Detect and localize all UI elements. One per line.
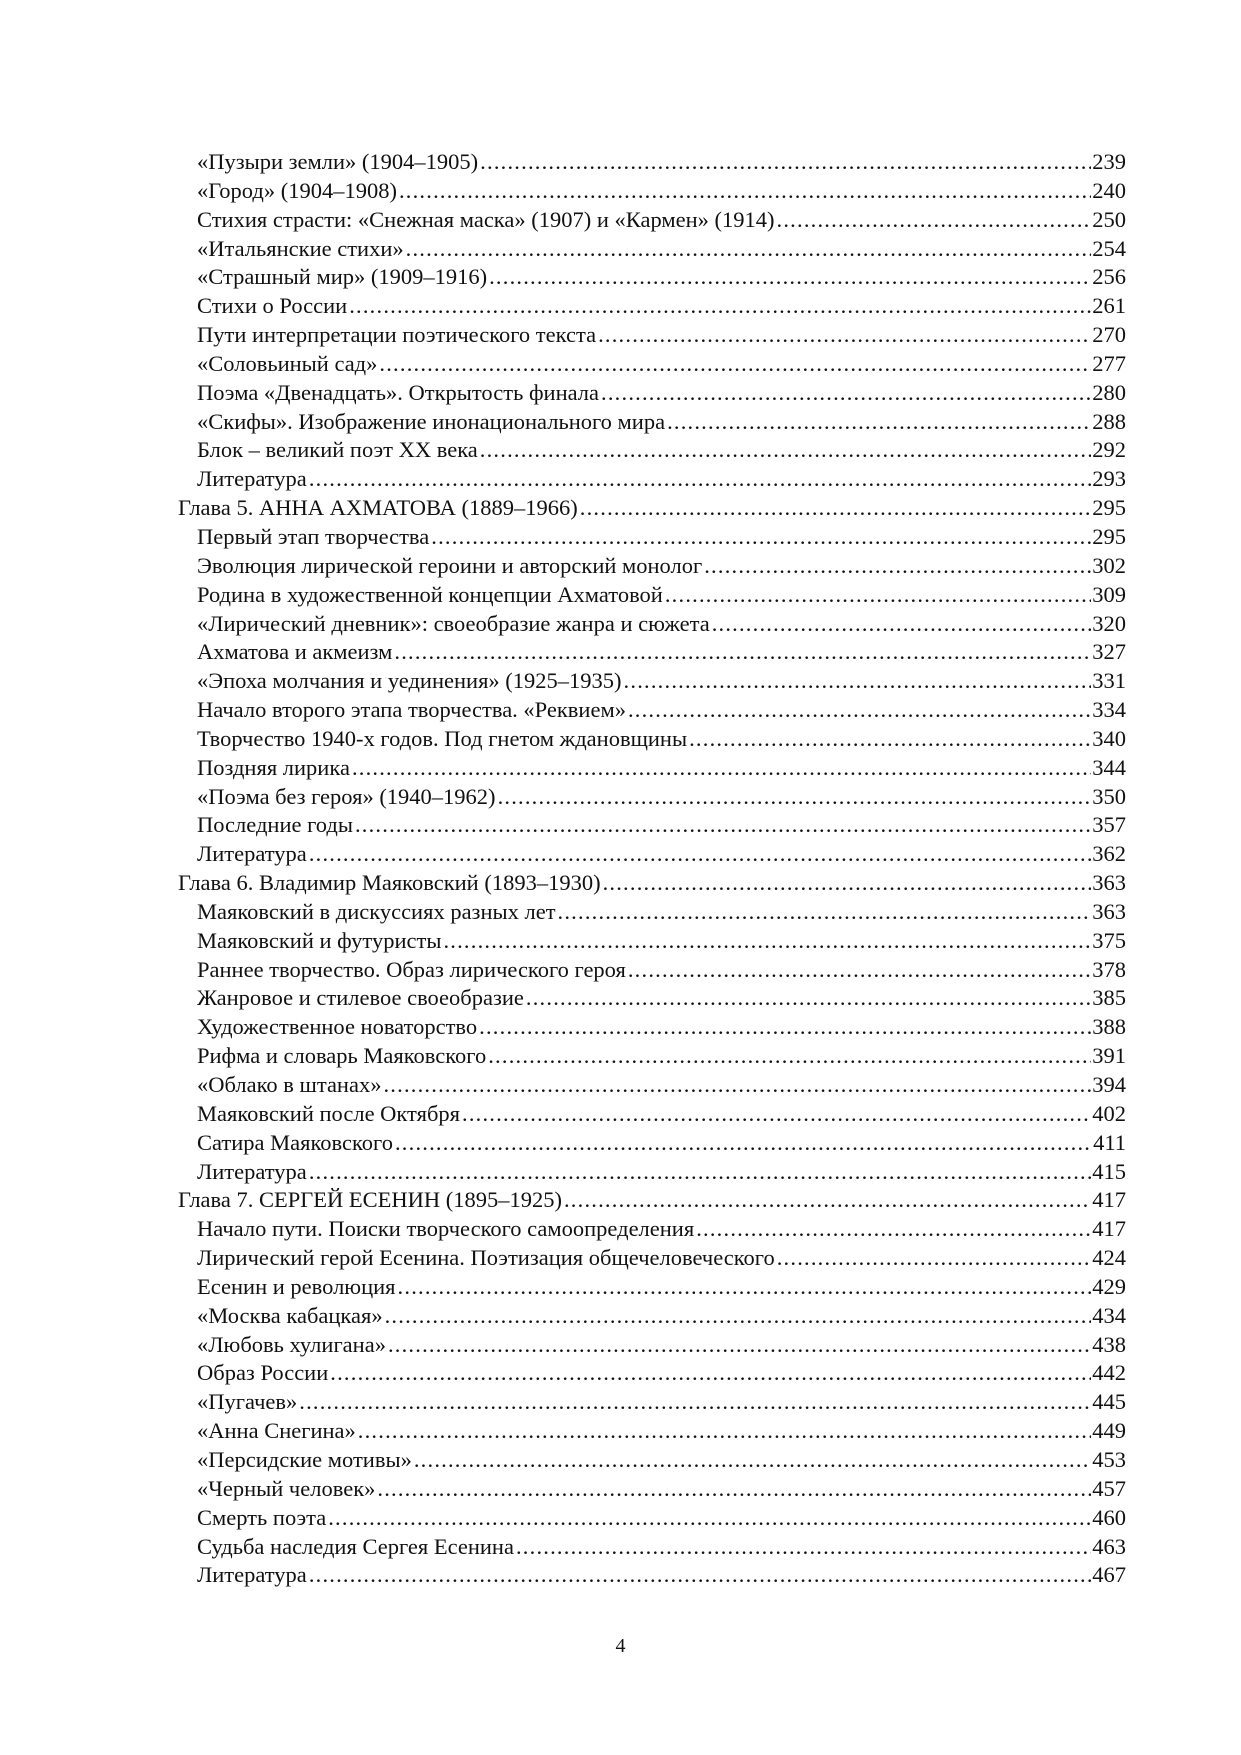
- toc-entry-title: Блок – великий поэт XX века: [197, 437, 478, 463]
- toc-dot-leader: [704, 552, 1091, 581]
- toc-section-row: [178, 1331, 1126, 1360]
- toc-entry-title: Рифма и словарь Маяковского: [197, 1043, 487, 1069]
- toc-dot-leader: [406, 235, 1092, 264]
- toc-dot-leader: [309, 1561, 1091, 1590]
- toc-section-row: [178, 956, 1126, 985]
- toc-section-row: [178, 725, 1126, 754]
- toc-section-row: [178, 1273, 1126, 1302]
- toc-entry-page: 309: [1092, 581, 1126, 607]
- toc-entry-page: 467: [1092, 1562, 1126, 1588]
- toc-entry-title: Стихи о России: [197, 293, 348, 319]
- toc-entry-page: 261: [1092, 293, 1126, 319]
- toc-entry-page: 344: [1092, 754, 1126, 780]
- toc-section-row: [178, 350, 1126, 379]
- toc-entry-title: «Облако в штанах»: [197, 1072, 382, 1097]
- toc-section-row: [178, 1561, 1126, 1590]
- toc-section-row: [178, 206, 1126, 235]
- toc-entry-page: 449: [1092, 1418, 1126, 1444]
- toc-section-row: [178, 148, 1126, 177]
- toc-entry-title: «Черный человек»: [197, 1475, 376, 1501]
- toc-entry-page: 411: [1093, 1129, 1126, 1155]
- toc-entry-page: 363: [1092, 898, 1126, 924]
- toc-dot-leader: [352, 754, 1091, 783]
- toc-entry-title: Литература: [197, 1158, 307, 1184]
- toc-section-row: [178, 321, 1126, 350]
- toc-section-row: [178, 1359, 1126, 1388]
- toc-section-row: [178, 1129, 1126, 1158]
- toc-dot-leader: [480, 148, 1091, 177]
- toc-dot-leader: [665, 581, 1091, 610]
- toc-section-row: [178, 235, 1126, 264]
- toc-entry-title: Последние годы: [197, 812, 353, 838]
- toc-chapter-row: [178, 1186, 1126, 1215]
- toc-entry-page: 295: [1092, 523, 1126, 549]
- toc-entry-page: 350: [1092, 783, 1126, 809]
- toc-entry-page: 340: [1092, 725, 1126, 751]
- toc-entry-title: Родина в художественной концепции Ахматовой: [197, 581, 663, 607]
- toc-dot-leader: [330, 1359, 1091, 1388]
- toc-entry-page: 429: [1092, 1273, 1126, 1299]
- page-number: 4: [615, 1635, 626, 1657]
- toc-entry-page: 270: [1092, 322, 1126, 348]
- toc-section-row: [178, 292, 1126, 321]
- toc-dot-leader: [395, 1129, 1092, 1158]
- toc-section-row: [178, 379, 1126, 408]
- toc-entry-title: Пути интерпретации поэтического текста: [197, 322, 597, 348]
- toc-entry-page: 391: [1092, 1043, 1126, 1069]
- toc-entry-page: 362: [1092, 841, 1126, 867]
- toc-entry-page: 442: [1092, 1360, 1126, 1386]
- toc-entry-page: 280: [1092, 379, 1126, 405]
- toc-section-row: [178, 1475, 1126, 1504]
- toc-entry-page: 394: [1092, 1072, 1126, 1097]
- toc-section-row: [178, 552, 1126, 581]
- toc-entry-title: «Пугачев»: [197, 1389, 298, 1415]
- toc-entry-page: 463: [1092, 1533, 1126, 1559]
- toc-section-row: [178, 1013, 1126, 1042]
- toc-dot-leader: [516, 1533, 1091, 1562]
- toc-dot-leader: [299, 1388, 1091, 1417]
- toc-entry-title: «Пузыри земли» (1904–1905): [197, 149, 479, 174]
- toc-dot-leader: [777, 206, 1092, 235]
- toc-entry-title: Глава 6. Владимир Маяковский (1893–1930): [178, 870, 601, 896]
- toc-entry-title: «Анна Снегина»: [197, 1418, 356, 1444]
- toc-entry-page: 331: [1092, 668, 1126, 694]
- toc-section-row: [178, 1158, 1126, 1187]
- toc-dot-leader: [377, 1475, 1091, 1504]
- toc-dot-leader: [480, 436, 1091, 465]
- toc-dot-leader: [580, 494, 1091, 523]
- toc-entry-title: Творчество 1940-х годов. Под гнетом ждановщины: [197, 725, 688, 751]
- toc-dot-leader: [309, 465, 1091, 494]
- toc-section-row: [178, 177, 1126, 206]
- toc-section-row: [178, 1302, 1126, 1331]
- toc-section-row: [178, 523, 1126, 552]
- toc-entry-title: «Поэма без героя» (1940–1962): [197, 783, 496, 809]
- toc-section-row: [178, 1533, 1126, 1562]
- table-of-contents: [178, 148, 1126, 1590]
- toc-entry-title: «Москва кабацкая»: [197, 1302, 383, 1328]
- toc-entry-page: 254: [1092, 235, 1126, 261]
- toc-dot-leader: [462, 1100, 1091, 1129]
- toc-section-row: [178, 408, 1126, 437]
- toc-dot-leader: [358, 1417, 1091, 1446]
- toc-section-row: [178, 465, 1126, 494]
- toc-section-row: [178, 840, 1126, 869]
- toc-section-row: [178, 1504, 1126, 1533]
- toc-dot-leader: [603, 869, 1092, 898]
- toc-dot-leader: [488, 1042, 1091, 1071]
- toc-dot-leader: [498, 783, 1092, 812]
- toc-entry-title: Поздняя лирика: [197, 754, 350, 780]
- toc-dot-leader: [667, 408, 1091, 437]
- toc-section-row: [178, 436, 1126, 465]
- toc-entry-title: «Страшный мир» (1909–1916): [197, 264, 488, 290]
- toc-entry-title: «Любовь хулигана»: [197, 1331, 386, 1357]
- toc-entry-page: 288: [1092, 408, 1126, 434]
- toc-section-row: [178, 667, 1126, 696]
- toc-entry-page: 334: [1092, 697, 1126, 723]
- toc-entry-title: Лирический герой Есенина. Поэтизация общечеловеческого: [197, 1245, 775, 1271]
- toc-dot-leader: [777, 1244, 1092, 1273]
- toc-entry-title: Литература: [197, 841, 307, 867]
- toc-dot-leader: [443, 927, 1091, 956]
- toc-section-row: [178, 263, 1126, 292]
- toc-dot-leader: [712, 610, 1092, 639]
- toc-dot-leader: [328, 1504, 1091, 1533]
- toc-entry-title: Литература: [197, 466, 307, 492]
- toc-entry-page: 292: [1092, 437, 1126, 463]
- toc-section-row: [178, 1244, 1126, 1273]
- toc-dot-leader: [696, 1215, 1091, 1244]
- toc-entry-page: 240: [1092, 177, 1126, 203]
- toc-entry-title: Судьба наследия Сергея Есенина: [197, 1533, 514, 1559]
- toc-entry-title: Маяковский в дискуссиях разных лет: [197, 898, 556, 924]
- toc-entry-title: Раннее творчество. Образ лирического героя: [197, 956, 626, 982]
- toc-dot-leader: [489, 263, 1091, 292]
- toc-section-row: [178, 1100, 1126, 1129]
- toc-dot-leader: [479, 1013, 1091, 1042]
- toc-entry-title: «Лирический дневник»: своеобразие жанра и сюжета: [197, 610, 710, 636]
- toc-entry-page: 357: [1092, 812, 1126, 838]
- toc-section-row: [178, 783, 1126, 812]
- toc-section-row: [178, 811, 1126, 840]
- toc-entry-page: 445: [1092, 1389, 1126, 1415]
- toc-dot-leader: [399, 177, 1091, 206]
- toc-entry-title: «Персидские мотивы»: [197, 1446, 412, 1472]
- toc-dot-leader: [601, 379, 1091, 408]
- toc-entry-page: 378: [1092, 956, 1126, 982]
- toc-section-row: [178, 1071, 1126, 1100]
- toc-dot-leader: [558, 898, 1092, 927]
- toc-section-row: [178, 1215, 1126, 1244]
- toc-section-row: [178, 927, 1126, 956]
- toc-entry-title: Жанровое и стилевое своеобразие: [197, 985, 524, 1011]
- toc-entry-title: Маяковский и футуристы: [197, 927, 442, 953]
- toc-entry-page: 293: [1092, 466, 1126, 492]
- toc-entry-page: 402: [1092, 1100, 1126, 1126]
- toc-entry-title: Глава 5. АННА АХМАТОВА (1889–1966): [178, 495, 578, 521]
- toc-section-row: [178, 984, 1126, 1013]
- toc-entry-title: Поэма «Двенадцать». Открытость финала: [197, 379, 600, 405]
- toc-section-row: [178, 1446, 1126, 1475]
- toc-dot-leader: [383, 1071, 1091, 1100]
- toc-dot-leader: [355, 811, 1091, 840]
- toc-dot-leader: [398, 1273, 1092, 1302]
- toc-dot-leader: [394, 638, 1091, 667]
- toc-entry-title: Начало пути. Поиски творческого самоопределения: [197, 1216, 695, 1242]
- toc-dot-leader: [309, 1158, 1091, 1187]
- toc-dot-leader: [414, 1446, 1091, 1475]
- toc-entry-title: Стихия страсти: «Снежная маска» (1907) и «Кармен» (1914): [197, 206, 775, 232]
- toc-dot-leader: [564, 1186, 1091, 1215]
- toc-entry-page: 327: [1092, 639, 1126, 665]
- toc-entry-page: 256: [1092, 264, 1126, 290]
- toc-entry-page: 417: [1092, 1187, 1126, 1213]
- toc-entry-page: 302: [1092, 552, 1126, 578]
- toc-entry-page: 277: [1092, 350, 1126, 376]
- toc-entry-title: «Итальянские стихи»: [197, 235, 404, 261]
- toc-entry-page: 417: [1092, 1216, 1126, 1242]
- toc-chapter-row: [178, 869, 1126, 898]
- toc-section-row: [178, 638, 1126, 667]
- toc-entry-title: Сатира Маяковского: [197, 1129, 393, 1155]
- toc-entry-title: «Скифы». Изображение инонационального мира: [197, 408, 666, 434]
- toc-entry-page: 295: [1092, 495, 1126, 521]
- toc-entry-page: 375: [1092, 927, 1126, 953]
- toc-entry-title: Есенин и революция: [197, 1273, 396, 1299]
- toc-entry-title: Ахматова и акмеизм: [197, 639, 393, 665]
- toc-entry-title: Первый этап творчества: [197, 523, 430, 549]
- toc-dot-leader: [385, 1302, 1092, 1331]
- toc-entry-page: 434: [1092, 1302, 1126, 1328]
- toc-section-row: [178, 1388, 1126, 1417]
- toc-dot-leader: [309, 840, 1091, 869]
- toc-entry-page: 385: [1092, 985, 1126, 1011]
- toc-section-row: [178, 581, 1126, 610]
- toc-dot-leader: [628, 956, 1091, 985]
- toc-entry-page: 363: [1092, 870, 1126, 896]
- toc-entry-page: 424: [1092, 1245, 1126, 1271]
- toc-section-row: [178, 754, 1126, 783]
- toc-entry-title: Литература: [197, 1562, 307, 1588]
- toc-entry-title: «Город» (1904–1908): [197, 177, 397, 203]
- toc-dot-leader: [379, 350, 1091, 379]
- toc-dot-leader: [349, 292, 1091, 321]
- toc-section-row: [178, 696, 1126, 725]
- toc-chapter-row: [178, 494, 1126, 523]
- toc-entry-title: Глава 7. СЕРГЕЙ ЕСЕНИН (1895–1925): [178, 1187, 562, 1213]
- toc-entry-title: Начало второго этапа творчества. «Реквием»: [197, 697, 626, 723]
- toc-section-row: [178, 1417, 1126, 1446]
- toc-entry-title: Маяковский после Октября: [197, 1100, 460, 1126]
- toc-entry-page: 388: [1092, 1014, 1126, 1040]
- toc-entry-title: Смерть поэта: [197, 1504, 327, 1530]
- toc-entry-page: 457: [1092, 1475, 1126, 1501]
- toc-section-row: [178, 610, 1126, 639]
- toc-entry-title: «Соловьиный сад»: [197, 350, 378, 376]
- toc-dot-leader: [388, 1331, 1091, 1360]
- toc-entry-page: 415: [1092, 1158, 1126, 1184]
- toc-entry-title: Художественное новаторство: [197, 1014, 478, 1040]
- toc-entry-title: «Эпоха молчания и уединения» (1925–1935): [197, 668, 622, 694]
- toc-dot-leader: [598, 321, 1091, 350]
- toc-entry-page: 460: [1092, 1504, 1126, 1530]
- toc-entry-page: 320: [1092, 610, 1126, 636]
- toc-entry-title: Образ России: [197, 1360, 329, 1386]
- toc-entry-title: Эволюция лирической героини и авторский монолог: [197, 552, 703, 578]
- toc-dot-leader: [689, 725, 1091, 754]
- toc-section-row: [178, 898, 1126, 927]
- toc-dot-leader: [526, 984, 1091, 1013]
- toc-entry-page: 453: [1092, 1446, 1126, 1472]
- toc-section-row: [178, 1042, 1126, 1071]
- toc-dot-leader: [628, 696, 1091, 725]
- toc-entry-page: 438: [1092, 1331, 1126, 1357]
- toc-dot-leader: [431, 523, 1091, 552]
- toc-dot-leader: [624, 667, 1092, 696]
- toc-entry-page: 250: [1092, 206, 1126, 232]
- toc-entry-page: 239: [1092, 149, 1126, 174]
